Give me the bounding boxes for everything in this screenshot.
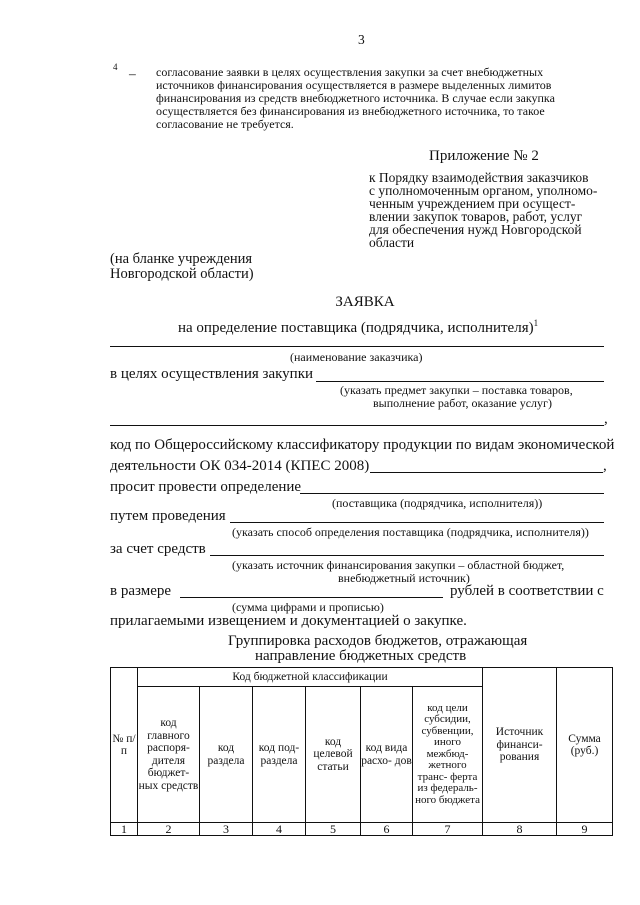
page-number: 3 bbox=[358, 32, 365, 47]
column-number-cell: 5 bbox=[306, 823, 361, 836]
footnote-line-4: осуществляется без финансирования из внебюджетного источника, то такое bbox=[156, 104, 545, 118]
request-field[interactable] bbox=[300, 493, 604, 494]
amount-suffix: рублей в соответствии с bbox=[450, 583, 604, 599]
footnote-line-3: финансирования из средств внебюджетного источника. В случае если закупка bbox=[156, 91, 555, 105]
request-label: просит провести определение bbox=[110, 479, 302, 495]
subtitle-footnote-ref: 1 bbox=[533, 318, 539, 328]
attached-documents-text: прилагаемыми извещением и документацией о закупке. bbox=[110, 613, 467, 629]
column-number-cell: 1 bbox=[111, 823, 138, 836]
letterhead-line-2: Новгородской области) bbox=[110, 266, 254, 282]
funds-label: за счет средств bbox=[110, 541, 206, 557]
purpose-comma: , bbox=[604, 411, 608, 427]
footnote-marker: 4 bbox=[113, 62, 118, 72]
document-subtitle bbox=[178, 315, 538, 337]
customer-name-field[interactable] bbox=[110, 346, 604, 347]
table-title-line-2: направление бюджетных средств bbox=[255, 648, 467, 664]
col-main-manager-header: код главного распоря- дителя бюджет- ных средств bbox=[138, 687, 200, 823]
okpd-comma: , bbox=[603, 458, 607, 474]
col-number-header: № п/п bbox=[111, 668, 138, 823]
footnote-line-1: согласование заявки в целях осуществления закупки за счет внебюджетных bbox=[156, 65, 544, 79]
purpose-hint-2: выполнение работ, оказание услуг) bbox=[373, 396, 552, 410]
letterhead-line-1: (на бланке учреждения bbox=[110, 251, 253, 267]
budget-classification-group-header: Код бюджетной классификации bbox=[138, 668, 483, 687]
purpose-field-continued[interactable] bbox=[110, 425, 604, 426]
appendix-line-3: ченным учреждением при осущест- bbox=[369, 196, 576, 211]
amount-label: в размере bbox=[110, 583, 172, 599]
customer-name-hint: (наименование заказчика) bbox=[290, 350, 423, 364]
funds-field[interactable] bbox=[210, 555, 604, 556]
table-row bbox=[111, 823, 613, 836]
column-number-cell: 7 bbox=[413, 823, 483, 836]
appendix-line-6: области bbox=[369, 235, 415, 250]
footnote-line-2: источников финансирования осуществляется в размере выделенных лимитов bbox=[156, 78, 552, 92]
col-expense-type-header: код вида расхо- дов bbox=[361, 687, 413, 823]
document-title: ЗАЯВКА bbox=[335, 294, 395, 310]
method-hint: (указать способ определения поставщика (подрядчика, исполнителя)) bbox=[232, 525, 589, 539]
funds-hint-2: внебюджетный источник) bbox=[338, 571, 470, 585]
appendix-line-5: для обеспечения нужд Новгородской bbox=[369, 222, 582, 237]
appendix-line-4: влении закупок товаров, работ, услуг bbox=[369, 209, 583, 224]
purpose-hint-1: (указать предмет закупки – поставка товаров, bbox=[340, 383, 573, 397]
col-sum-header: Сумма (руб.) bbox=[557, 668, 613, 823]
column-number-cell: 3 bbox=[200, 823, 253, 836]
purpose-label: в целях осуществления закупки bbox=[110, 366, 314, 382]
col-source-header: Источник финанси- рования bbox=[483, 668, 557, 823]
appendix-line-1: к Порядку взаимодействия заказчиков bbox=[369, 170, 589, 185]
column-number-cell: 6 bbox=[361, 823, 413, 836]
col-target-header: код целевой статьи bbox=[306, 687, 361, 823]
okpd-line-2: деятельности ОК 034-2014 (КПЕС 2008) bbox=[110, 458, 370, 474]
footnote-line-5: согласование не требуется. bbox=[156, 117, 294, 131]
subtitle-text: на определение поставщика (подрядчика, исполнителя) bbox=[178, 320, 534, 336]
funds-hint-1: (указать источник финансирования закупки – областной бюджет, bbox=[232, 558, 565, 572]
column-number-cell: 9 bbox=[557, 823, 613, 836]
column-number-cell: 4 bbox=[253, 823, 306, 836]
footnote-dash: – bbox=[129, 66, 136, 81]
okpd-code-field[interactable] bbox=[370, 472, 603, 473]
okpd-line-1: код по Общероссийскому классификатору продукции по видам экономической bbox=[110, 437, 615, 453]
col-subsidy-header: код цели субсидии, субвенции, иного межбюд- жетного транс- ферта из федераль- ного бюджета bbox=[413, 687, 483, 823]
budget-classification-table bbox=[110, 667, 613, 836]
column-number-cell: 2 bbox=[138, 823, 200, 836]
amount-field[interactable] bbox=[180, 597, 443, 598]
col-section-header: код раздела bbox=[200, 687, 253, 823]
method-field[interactable] bbox=[230, 522, 604, 523]
column-number-cell: 8 bbox=[483, 823, 557, 836]
amount-hint: (сумма цифрами и прописью) bbox=[232, 600, 384, 614]
appendix-title: Приложение № 2 bbox=[429, 148, 539, 164]
col-subsection-header: код под- раздела bbox=[253, 687, 306, 823]
purpose-field[interactable] bbox=[316, 381, 604, 382]
request-hint: (поставщика (подрядчика, исполнителя)) bbox=[332, 496, 543, 510]
method-label: путем проведения bbox=[110, 508, 226, 524]
appendix-line-2: с уполномоченным органом, уполномо- bbox=[369, 183, 598, 198]
table-title-line-1: Группировка расходов бюджетов, отражающая bbox=[228, 633, 528, 649]
